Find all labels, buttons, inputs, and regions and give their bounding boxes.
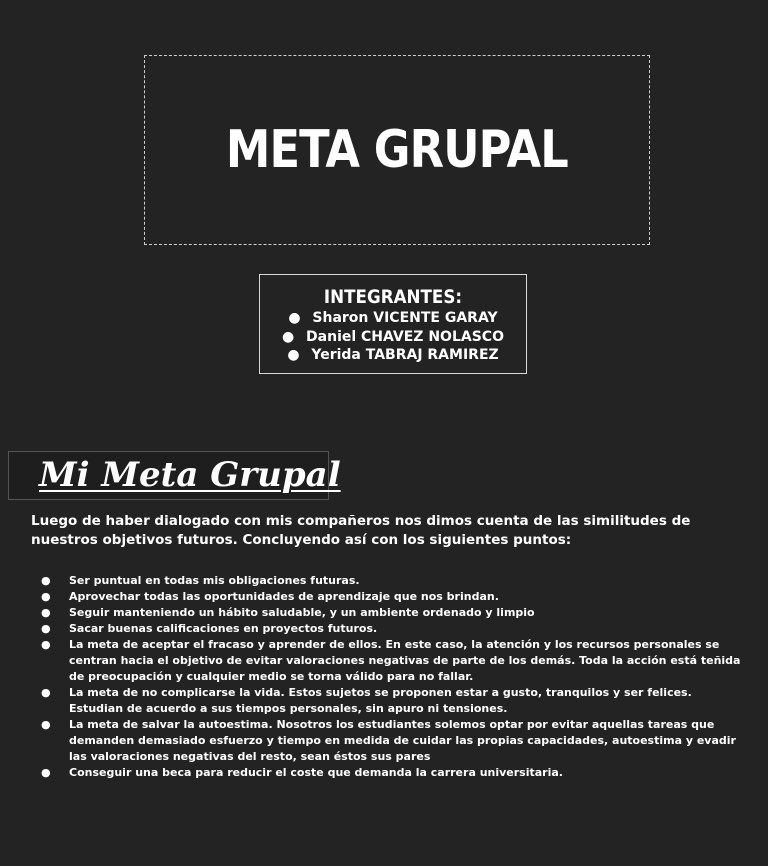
section-heading: Mi Meta Grupal bbox=[39, 455, 341, 495]
page-title: META GRUPAL bbox=[225, 120, 569, 180]
bullet-icon: ● bbox=[41, 574, 51, 587]
bullet-icon: ● bbox=[41, 606, 51, 619]
member-item bbox=[260, 346, 526, 365]
bullet-icon: ● bbox=[288, 310, 301, 326]
intro-paragraph: Luego de haber dialogado con mis compañeros nos dimos cuenta de las similitudes de nuestros objetivos futuros. Concluyendo así con los siguientes puntos: bbox=[31, 513, 691, 548]
list-item-text: Seguir manteniendo un hábito saludable, y un ambiente ordenado y limpio bbox=[69, 606, 535, 619]
members-heading: INTEGRANTES: bbox=[323, 286, 463, 308]
points-list bbox=[41, 573, 741, 781]
list-item-text: Sacar buenas calificaciones en proyectos futuros. bbox=[69, 622, 378, 635]
list-item bbox=[41, 685, 741, 717]
bullet-icon: ● bbox=[282, 328, 295, 345]
list-item-text: Ser puntual en todas mis obligaciones futuras. bbox=[69, 574, 360, 587]
members-list bbox=[260, 309, 526, 365]
list-item bbox=[41, 765, 741, 781]
list-item-text: Aprovechar todas las oportunidades de aprendizaje que nos brindan. bbox=[69, 590, 499, 603]
list-item bbox=[41, 621, 741, 637]
bullet-icon: ● bbox=[41, 686, 51, 699]
bullet-icon: ● bbox=[41, 590, 51, 603]
bullet-icon: ● bbox=[41, 766, 51, 779]
members-box bbox=[259, 274, 527, 374]
member-name: Sharon VICENTE GARAY bbox=[312, 310, 498, 326]
list-item bbox=[41, 605, 741, 621]
list-item-text: La meta de aceptar el fracaso y aprender de ellos. En este caso, la atención y los recursos personales se centran hacia el objetivo de evitar valoraciones negativas de parte de los demás. Toda la acción está teñida de preocupación y cualquier medio se torna válido para no fallar. bbox=[69, 638, 741, 683]
bullet-icon: ● bbox=[41, 622, 51, 635]
section-heading-box bbox=[8, 451, 341, 500]
title-box bbox=[144, 55, 650, 245]
list-item-text: La meta de salvar la autoestima. Nosotros los estudiantes solemos optar por evitar aquellas tareas que demanden demasiado esfuerzo y tiempo en medida de cuidar las propias capacidades, autoestima y evadir las valoraciones negativas del resto, sean éstos sus pares bbox=[69, 718, 736, 763]
member-name: Daniel CHAVEZ NOLASCO bbox=[306, 328, 504, 345]
list-item-text: La meta de no complicarse la vida. Estos sujetos se proponen estar a gusto, tranquilos y ser felices. Estudian de acuerdo a sus tiempos personales, sin apuro ni tensiones. bbox=[69, 686, 692, 715]
list-item-text: Conseguir una beca para reducir el coste que demanda la carrera universitaria. bbox=[69, 766, 563, 779]
bullet-icon: ● bbox=[41, 718, 51, 731]
list-item bbox=[41, 717, 741, 765]
member-item bbox=[260, 328, 526, 347]
member-item bbox=[260, 309, 526, 328]
list-item bbox=[41, 573, 741, 589]
bullet-icon: ● bbox=[41, 638, 51, 651]
list-item bbox=[41, 589, 741, 605]
member-name: Yerida TABRAJ RAMIREZ bbox=[311, 347, 499, 363]
list-item bbox=[41, 637, 741, 685]
bullet-icon: ● bbox=[287, 347, 300, 363]
